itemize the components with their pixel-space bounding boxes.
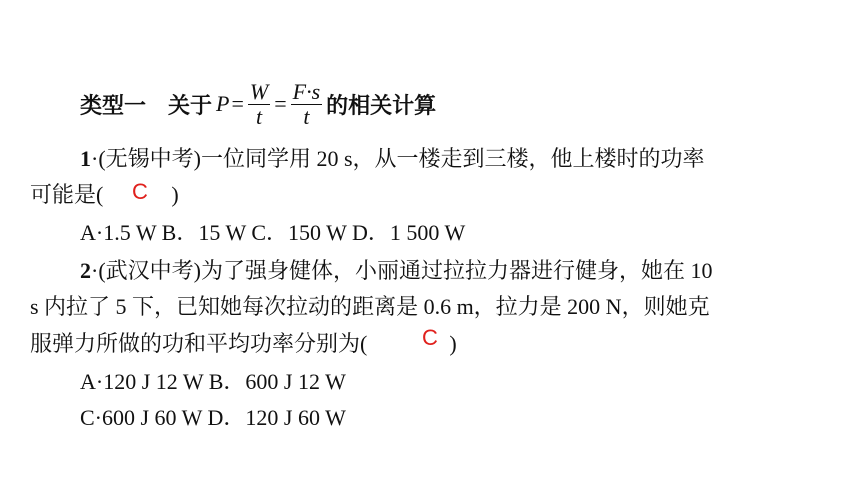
question1-blank-open: 可能是( — [30, 182, 104, 207]
question2-number: 2 — [80, 258, 91, 283]
heading-suffix: 的相关计算 — [326, 93, 437, 119]
question2-blank-close: ) — [449, 331, 457, 356]
fraction-denominator-time-2: t — [303, 103, 310, 129]
question2-separator: · — [91, 258, 99, 283]
section-heading — [80, 76, 436, 132]
question2-line1 — [80, 258, 712, 284]
question2-options-row2: C·600 J 60 W D．120 J 60 W — [80, 405, 346, 430]
about-label: 关于 — [168, 93, 213, 119]
question2-options-row1: A·120 J 12 W B．600 J 12 W — [80, 369, 346, 394]
question1-separator: · — [91, 146, 99, 171]
question1-number: 1 — [80, 146, 91, 171]
power-formula — [216, 80, 324, 129]
fraction-numerator-force-distance: F·s — [292, 78, 321, 104]
formula-equals-1: = — [231, 91, 244, 116]
fraction-denominator-time: t — [256, 103, 263, 129]
fraction-numerator-work: W — [249, 78, 269, 104]
question1-line1 — [80, 146, 705, 172]
formula-power-symbol: P — [216, 91, 230, 116]
question2-answer: C — [422, 325, 438, 350]
question1-stem: (无锡中考)一位同学用 20 s，从一楼走到三楼，他上楼时的功率 — [98, 146, 705, 171]
question1-blank-close: ) — [171, 182, 179, 207]
question1-answer: C — [132, 179, 148, 204]
question2-stem-1: (武汉中考)为了强身健体，小丽通过拉拉力器进行健身，她在 10 — [98, 258, 713, 283]
formula-fraction-force-distance-time — [291, 80, 323, 129]
question1-options: A·1.5 W B．15 W C．150 W D．1 500 W — [80, 220, 466, 245]
question2-line3 — [30, 331, 457, 357]
type-label: 类型一 — [80, 93, 147, 119]
question1-line2 — [30, 182, 179, 208]
formula-fraction-work-time — [248, 80, 270, 129]
formula-equals-2: = — [274, 91, 287, 116]
question2-stem-3: 服弹力所做的功和平均功率分别为( — [30, 331, 368, 356]
question2-line2: s 内拉了 5 下，已知她每次拉动的距离是 0.6 m，拉力是 200 N，则她克 — [30, 294, 710, 319]
